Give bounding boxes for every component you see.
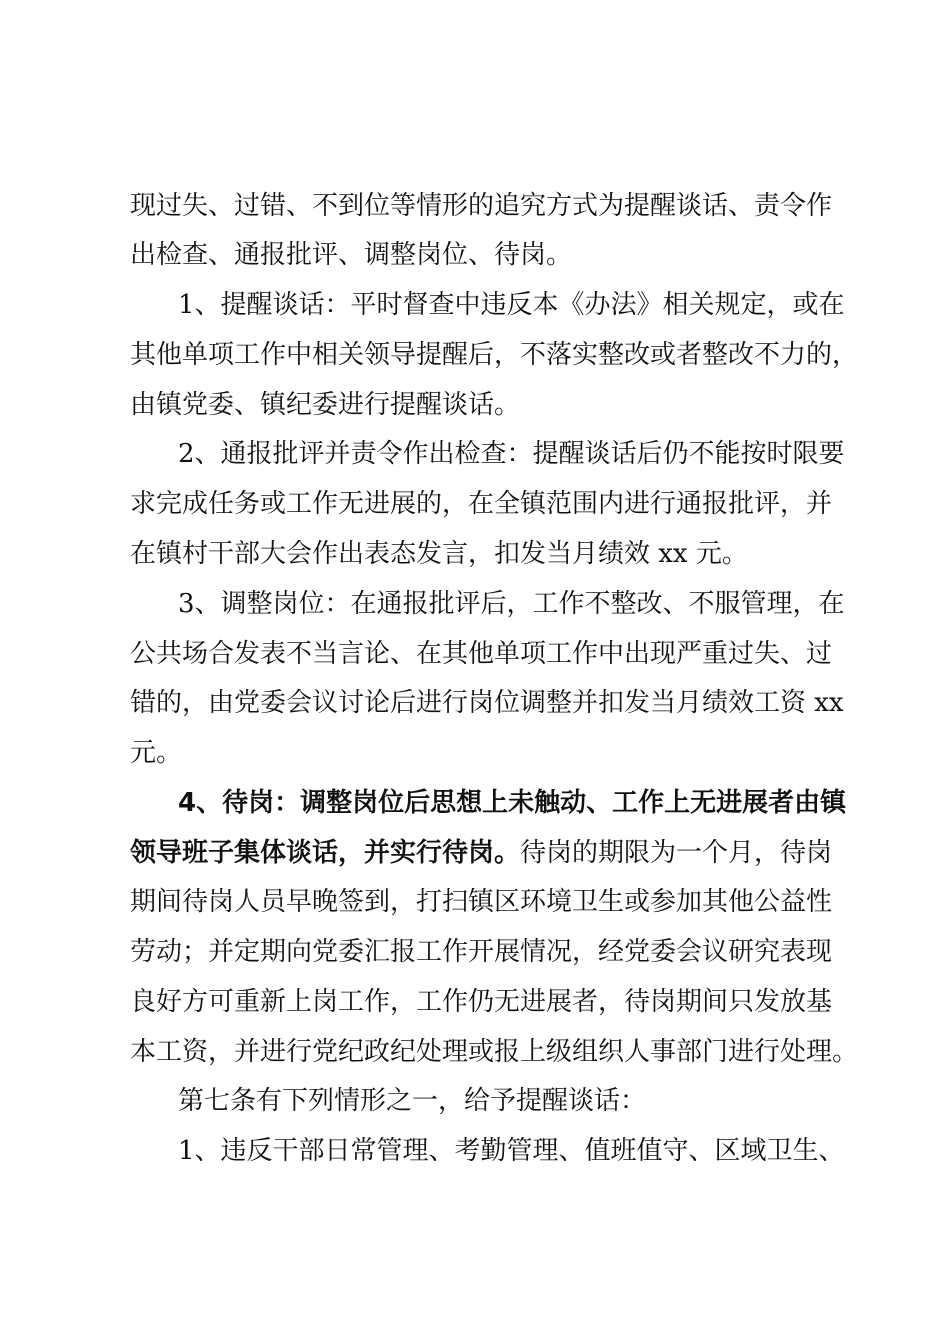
text-line: 其他单项工作中相关领导提醒后，不落实整改或者整改不力的， — [130, 340, 859, 370]
text-line: 现过失、过错、不到位等情形的追究方式为提醒谈话、责令作 — [130, 191, 833, 221]
text-line: 错的，由党委会议讨论后进行岗位调整并扣发当月绩效工资 xx — [130, 688, 844, 718]
text-line: 第七条有下列情形之一，给予提醒谈话： — [178, 1086, 647, 1116]
text-line: 公共场合发表不当言论、在其他单项工作中出现严重过失、过 — [130, 639, 833, 669]
text-line: 求完成任务或工作无进展的，在全镇范围内进行通报批评，并 — [130, 489, 833, 519]
text-line: 2、通报批评并责令作出检查：提醒谈话后仍不能按时限要 — [178, 439, 845, 469]
text-line: 1、提醒谈话：平时督查中违反本《办法》相关规定，或在 — [178, 290, 845, 320]
bold-text-line: 4、待岗：调整岗位后思想上未触动、工作上无进展者由镇 — [178, 788, 847, 818]
text-line: 3、调整岗位：在通报批评后，工作不整改、不服管理，在 — [178, 589, 845, 619]
mixed-text-line — [130, 835, 833, 871]
text-line: 劳动；并定期向党委汇报工作开展情况，经党委会议研究表现 — [130, 937, 833, 967]
text-line: 1、违反干部日常管理、考勤管理、值班值守、区域卫生、 — [178, 1136, 845, 1166]
text-line: 出检查、通报批评、调整岗位、待岗。 — [130, 240, 573, 270]
text-line: 期间待岗人员早晚签到，打扫镇区环境卫生或参加其他公益性 — [130, 887, 833, 917]
text-line: 由镇党委、镇纪委进行提醒谈话。 — [130, 390, 521, 420]
text-line: 元。 — [130, 738, 183, 768]
text-line: 本工资，并进行党纪政纪处理或报上级组织人事部门进行处理。 — [130, 1037, 859, 1067]
text-line: 在镇村干部大会作出表态发言，扣发当月绩效 xx 元。 — [130, 539, 748, 569]
bold-text-span: 领导班子集体谈话，并实行待岗。 — [130, 838, 521, 868]
text-line: 良好方可重新上岗工作，工作仍无进展者，待岗期间只发放基 — [130, 987, 833, 1017]
text-span: 待岗的期限为一个月，待岗 — [520, 838, 833, 868]
